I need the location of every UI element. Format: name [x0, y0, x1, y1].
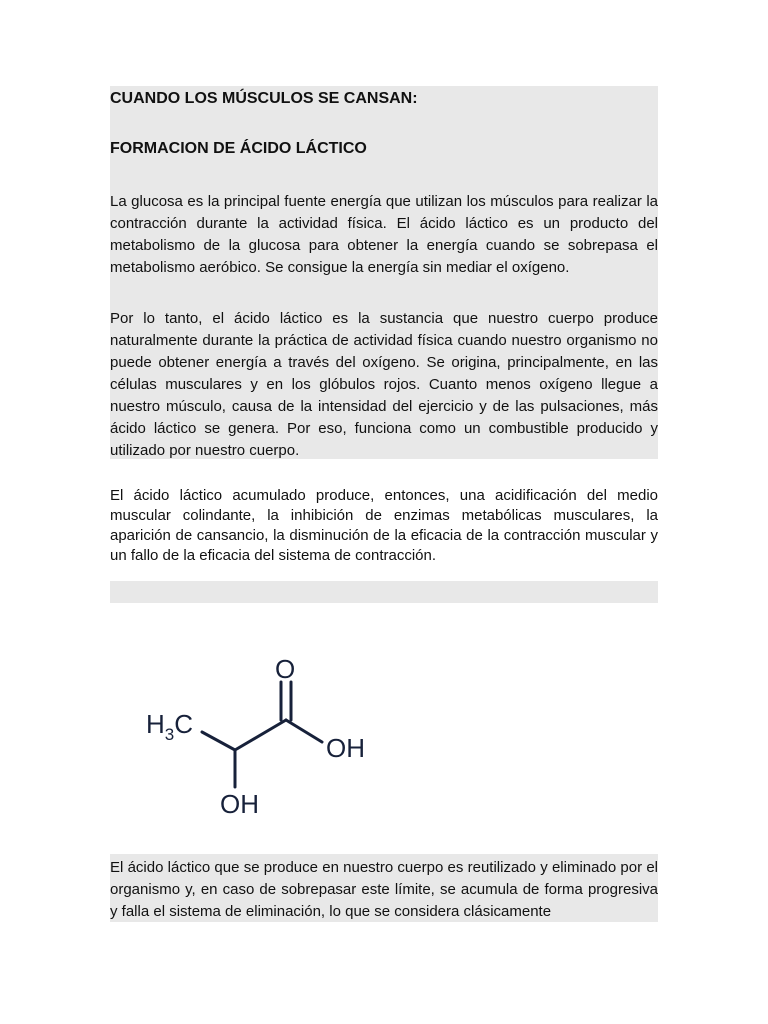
carboxyl-oh-label: OH — [326, 733, 365, 763]
paragraph-3: El ácido láctico acumulado produce, entonces, una acidificación del medio muscular colindante, la inhibición de enzimas metabólicas musculares, la aparición de cansancio, la disminución de la eficacia de la contracción muscular y un fallo de la eficacia del sistema de contracción. — [110, 487, 658, 564]
paragraph-2: Por lo tanto, el ácido láctico es la sustancia que nuestro cuerpo produce naturalmente durante la práctica de actividad física cuando nuestro organismo no puede obtener energía a través del oxígeno. Se origina, principalmente, en las células musculares y en los glóbulos rojos. Cuanto menos oxígeno llegue a nuestro músculo, causa de la intensidad del ejercicio y de las pulsaciones, más ácido láctico se genera. Por eso, funciona como un combustible producido y utilizado por nuestro cuerpo. — [110, 310, 658, 459]
shaded-strip — [110, 581, 658, 603]
document-title: CUANDO LOS MÚSCULOS SE CANSAN: — [110, 90, 418, 107]
document-subtitle: FORMACION DE ÁCIDO LÁCTICO — [110, 140, 367, 157]
paragraph-4: El ácido láctico que se produce en nuestro cuerpo es reutilizado y eliminado por el organismo y, en caso de sobrepasar este límite, se acumula de forma progresiva y falla el sistema de eliminación, lo que se considera clásicamente — [110, 859, 658, 920]
methyl-label: $H_3C$ — [146, 709, 194, 744]
hydroxyl-oh-label: OH — [220, 789, 259, 819]
lactic-acid-structure — [140, 650, 380, 825]
carbonyl-oxygen-label: O — [275, 654, 296, 684]
paragraph-1: La glucosa es la principal fuente energía que utilizan los músculos para realizar la contracción durante la actividad física. El ácido láctico es un producto del metabolismo de la glucosa para obtener la energía cuando se sobrepasa el metabolismo aeróbico. Se consigue la energía sin mediar el oxígeno. — [110, 193, 658, 276]
